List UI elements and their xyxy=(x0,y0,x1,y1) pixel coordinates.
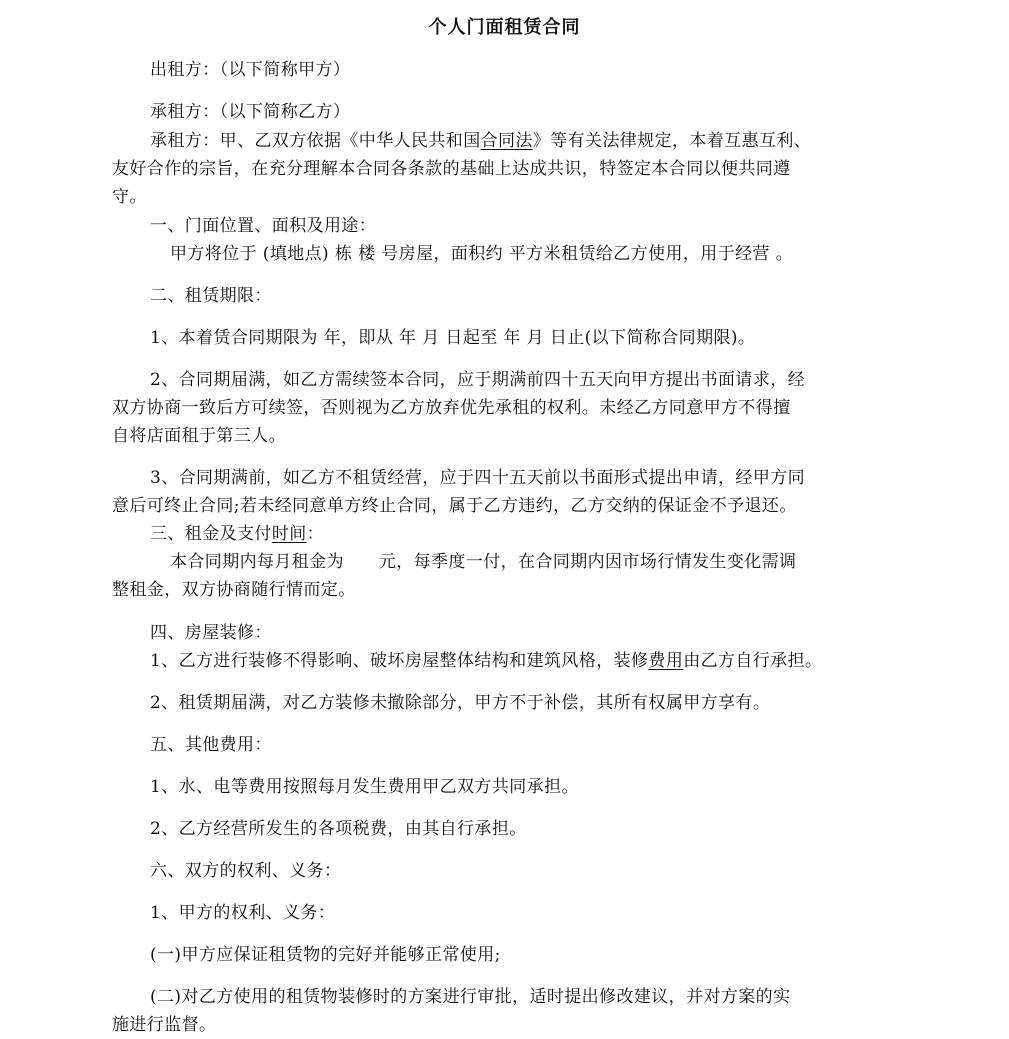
section-4-clause-1-text-b: 由乙方自行承担。 xyxy=(683,651,823,671)
section-6-item-2-continued: 施进行监督。 xyxy=(112,1015,217,1035)
section-1-body: 甲方将位于 (填地点) 栋 楼 号房屋，面积约 平方米租赁给乙方使用，用于经营 。 xyxy=(170,244,794,264)
cost-link[interactable]: 费用 xyxy=(648,651,684,671)
intro-line-3: 守。 xyxy=(112,187,147,207)
section-3-line-1: 本合同期内每月租金为 元，每季度一付，在合同期内因市场行情发生变化需调 xyxy=(170,552,797,572)
intro-text-a: 承租方：甲、乙双方依据《中华人民共和国 xyxy=(150,131,481,151)
lessee-line: 承租方：（以下简称乙方） xyxy=(150,102,351,122)
section-3-heading-colon: ： xyxy=(306,524,325,544)
section-5-clause-2: 2、乙方经营所发生的各项税费，由其自行承担。 xyxy=(150,819,527,839)
intro-line-1 xyxy=(150,127,811,155)
section-4-heading: 四、房屋装修： xyxy=(150,623,272,643)
section-1-heading: 一、门面位置、面积及用途： xyxy=(150,216,377,236)
section-2-heading: 二、租赁期限： xyxy=(150,286,272,306)
section-3-heading xyxy=(150,520,324,548)
section-2-clause-3-line-1: 3、合同期满前，如乙方不租赁经营，应于四十五天前以书面形式提出申请，经甲方同 xyxy=(150,468,806,488)
section-5-heading: 五、其他费用： xyxy=(150,735,272,755)
section-2-clause-2-line-1: 2、合同期届满，如乙方需续签本合同，应于期满前四十五天向甲方提出书面请求，经 xyxy=(150,370,806,390)
contract-law-link[interactable]: 合同法 xyxy=(480,131,533,151)
section-6-item-2: (二)对乙方使用的租赁物装修时的方案进行审批，适时提出修改建议，并对方案的实 xyxy=(150,987,791,1007)
section-3-line-2: 整租金，双方协商随行情而定。 xyxy=(112,580,356,600)
section-4-clause-1 xyxy=(150,647,822,675)
section-5-clause-1: 1、水、电等费用按照每月发生费用甲乙双方共同承担。 xyxy=(150,777,579,797)
section-3-heading-text: 三、租金及支付 xyxy=(150,524,272,544)
time-link[interactable]: 时间 xyxy=(271,524,307,544)
section-6-item-1: (一)甲方应保证租赁物的完好并能够正常使用; xyxy=(150,945,501,965)
section-4-clause-2: 2、租赁期届满，对乙方装修未撤除部分，甲方不于补偿，其所有权属甲方享有。 xyxy=(150,693,771,713)
section-2-clause-1: 1、本着赁合同期限为 年，即从 年 月 日起至 年 月 日止(以下简称合同期限)。 xyxy=(150,328,756,348)
intro-text-b: 》等有关法律规定，本着互惠互利、 xyxy=(532,131,812,151)
section-4-clause-1-text-a: 1、乙方进行装修不得影响、破坏房屋整体结构和建筑风格，装修 xyxy=(150,651,649,671)
section-6-clause-1: 1、甲方的权利、义务： xyxy=(150,903,336,923)
intro-line-2: 友好合作的宗旨，在充分理解本合同各条款的基础上达成共识，特签定本合同以便共同遵 xyxy=(112,159,791,179)
document-title: 个人门面租赁合同 xyxy=(428,17,581,38)
section-2-clause-3-line-2: 意后可终止合同;若未经同意单方终止合同，属于乙方违约，乙方交纳的保证金不予退还。 xyxy=(112,496,797,516)
lessor-line: 出租方：（以下简称甲方） xyxy=(150,60,351,80)
section-2-clause-2-line-2: 双方协商一致后方可续签，否则视为乙方放弃优先承租的权利。未经乙方同意甲方不得擅 xyxy=(112,398,791,418)
section-2-clause-2-line-3: 自将店面租于第三人。 xyxy=(112,426,286,446)
section-6-heading: 六、双方的权利、义务： xyxy=(150,861,342,881)
